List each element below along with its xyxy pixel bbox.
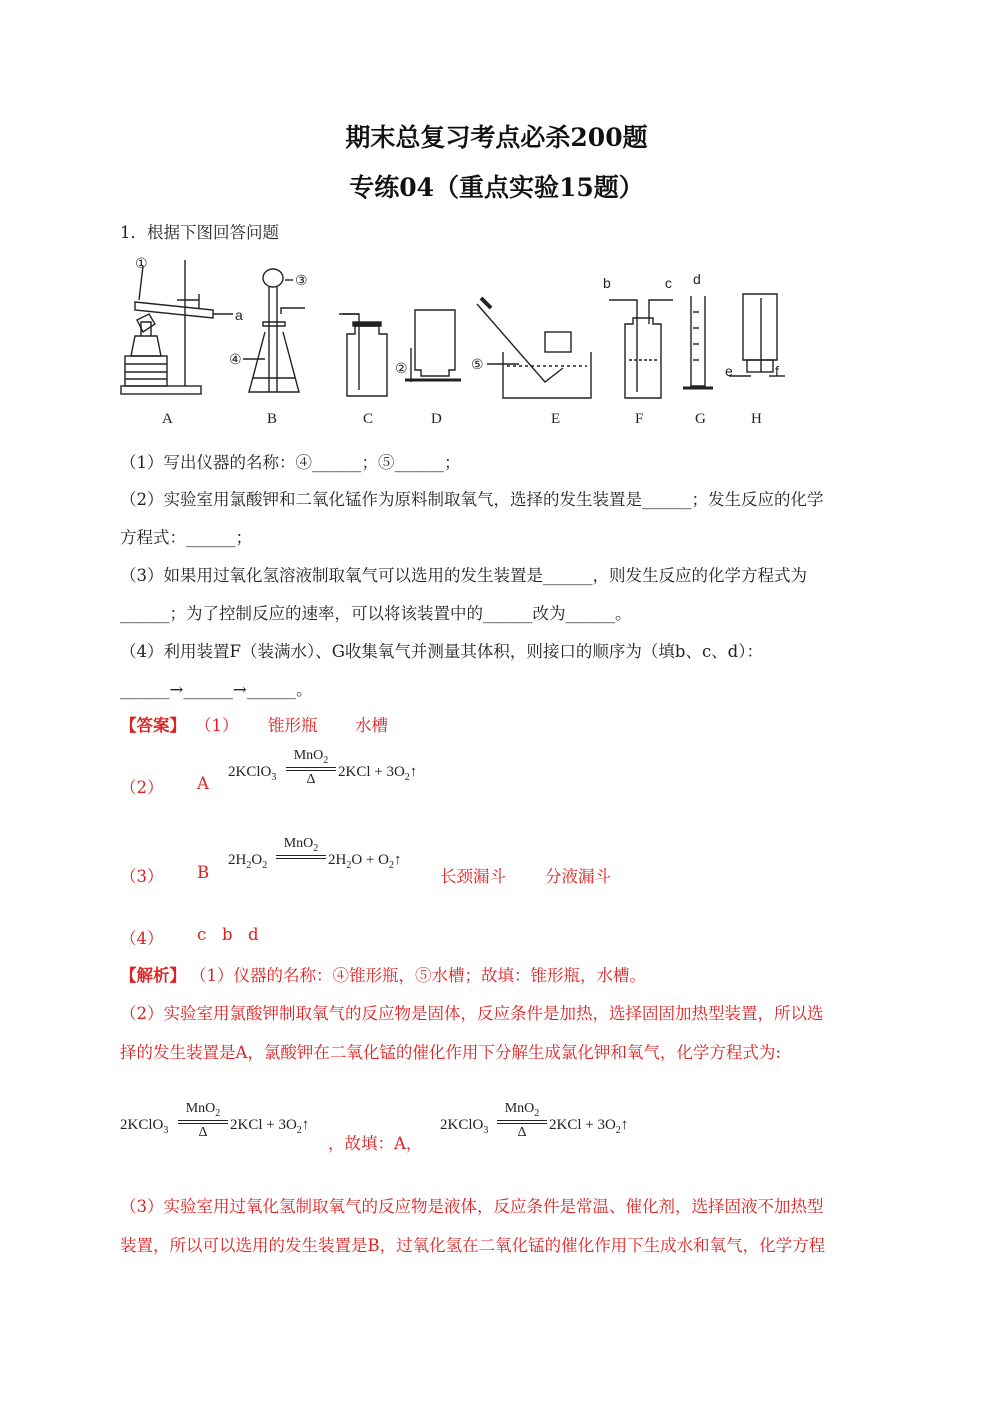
- answer-1-b: 水槽: [355, 716, 388, 735]
- label-c: C: [363, 411, 374, 427]
- label-f: F: [635, 411, 644, 427]
- equation-kclo3-1: 2KClO$_3$: [228, 764, 277, 783]
- equation-kclo3-2-product: $2KCl + 3O_2↑$: [230, 1117, 310, 1136]
- answer-4-a: c: [197, 925, 207, 944]
- marker-3: ③: [295, 272, 308, 288]
- equation-h2o2-condition: MnO$_2$: [276, 836, 326, 860]
- apparatus-e-drawing: [477, 298, 591, 398]
- answer-3-b: 长颈漏斗: [440, 867, 506, 886]
- label-a: A: [162, 411, 173, 427]
- question-part-1: （1）写出仪器的名称：④______；⑤______；: [120, 453, 461, 472]
- apparatus-a-drawing: [121, 260, 233, 394]
- answer-4-b: b: [222, 925, 233, 944]
- marker-c: c: [665, 275, 672, 291]
- label-b: B: [267, 411, 278, 427]
- marker-d: d: [693, 271, 701, 287]
- apparatus-figure: [115, 252, 805, 430]
- marker-2: ②: [395, 360, 408, 376]
- answer-4-num: （4）: [120, 929, 164, 948]
- marker-5: ⑤: [471, 356, 484, 372]
- apparatus-d-drawing: [405, 310, 461, 382]
- question-part-4: （4）利用装置F（装满水）、G收集氧气并测量其体积，则接口的顺序为（填b、c、d）：: [120, 642, 763, 661]
- label-g: G: [695, 411, 706, 427]
- label-d: D: [431, 411, 442, 427]
- answer-1-num: （1）: [195, 716, 239, 735]
- label-h: H: [751, 411, 762, 427]
- equation-kclo3-3-product: $2KCl + 3O_2↑$: [549, 1117, 629, 1136]
- analysis-p2-line1: （2）实验室用氯酸钾制取氧气的反应物是固体，反应条件是加热，选择固固加热型装置，所以选: [120, 1004, 824, 1023]
- marker-e: e: [725, 363, 733, 379]
- answer-tag: 【答案】: [120, 716, 186, 735]
- marker-f: f: [775, 363, 779, 379]
- question-part-3-cont: ______；为了控制反应的速率，可以将该装置中的______改为______。: [120, 604, 632, 623]
- question-part-4-cont: ______→______→______。: [120, 680, 313, 699]
- answer-2-num: （2）: [120, 778, 164, 797]
- apparatus-c-drawing: [339, 314, 387, 396]
- analysis-p2-fill: ，故填：A，: [328, 1134, 423, 1153]
- apparatus-g-drawing: [683, 296, 713, 388]
- marker-1: ①: [135, 255, 148, 271]
- answer-4-c: d: [248, 925, 259, 944]
- question-stem: 1．根据下图回答问题: [120, 223, 279, 242]
- analysis-p3-line2: 装置，所以可以选用的发生装置是B，过氧化氢在二氧化锰的催化作用下生成水和氧气，化学方程: [120, 1236, 826, 1255]
- question-part-2-cont: 方程式：______；: [120, 528, 252, 547]
- equation-h2o2-product: $2H_2O$ + $O_2↑$: [328, 852, 402, 871]
- answer-3-num: （3）: [120, 867, 164, 886]
- analysis-tag: 【解析】: [120, 966, 186, 985]
- marker-b: b: [603, 275, 611, 291]
- equation-h2o2: $2H_2O_2$: [228, 852, 268, 871]
- analysis-p2-line2: 择的发生装置是A，氯酸钾在二氧化锰的催化作用下分解生成氯化钾和氧气，化学方程式为:: [120, 1043, 781, 1062]
- equation-kclo3-3-condition: MnO$_2$ Δ: [497, 1101, 547, 1141]
- label-e: E: [551, 411, 561, 427]
- answer-1-a: 锥形瓶: [268, 716, 318, 735]
- question-part-2: （2）实验室用氯酸钾和二氧化锰作为原料制取氧气，选择的发生装置是______；发生反应的化学: [120, 490, 824, 509]
- answer-3-c: 分液漏斗: [545, 867, 611, 886]
- equation-kclo3-1-product: $2KCl + 3O_2↑$: [338, 764, 418, 783]
- apparatus-f-drawing: [609, 300, 673, 398]
- marker-4: ④: [229, 351, 242, 367]
- question-part-3: （3）如果用过氧化氢溶液制取氧气可以选用的发生装置是______，则发生反应的化学方程式为: [120, 566, 807, 585]
- analysis-p3-line1: （3）实验室用过氧化氢制取氧气的反应物是液体，反应条件是常温、催化剂，选择固液不加热型: [120, 1197, 824, 1216]
- equation-kclo3-3: 2KClO$_3$: [440, 1117, 489, 1136]
- equation-kclo3-1-condition: MnO$_2$ Δ: [286, 748, 336, 788]
- equation-kclo3-2-condition: MnO$_2$ Δ: [178, 1101, 228, 1141]
- equation-kclo3-2: 2KClO$_3$: [120, 1117, 169, 1136]
- answer-3-a: B: [197, 863, 210, 882]
- page-title: 期末总复习考点必杀200题: [345, 123, 648, 152]
- answer-2-a: A: [197, 774, 209, 793]
- page-subtitle: 专练04（重点实验15题）: [349, 173, 644, 202]
- analysis-p1: （1）仪器的名称：④锥形瓶，⑤水槽；故填：锥形瓶，水槽。: [190, 966, 646, 985]
- marker-a: a: [235, 307, 243, 323]
